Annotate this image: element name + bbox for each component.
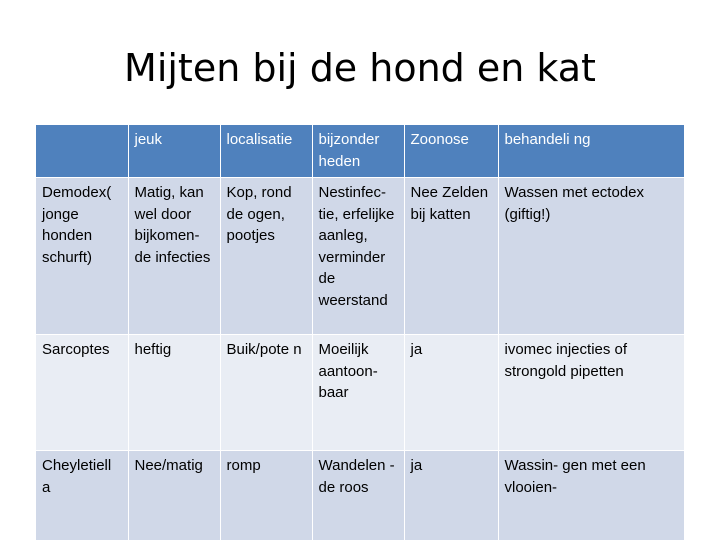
table-cell: Wassen met ectodex (giftig!): [498, 178, 684, 335]
table-cell: ja: [404, 335, 498, 451]
header-cell-empty: [36, 125, 128, 178]
table-cell: ja: [404, 451, 498, 540]
table-cell: Buik/pote n: [220, 335, 312, 451]
table-row: [36, 335, 684, 451]
table-cell: Cheyletiell a: [36, 451, 128, 540]
table-cell: Demodex( jonge honden schurft): [36, 178, 128, 335]
table-cell: heftig: [128, 335, 220, 451]
table-cell: Wassin- gen met een vlooien-: [498, 451, 684, 540]
table-row: [36, 178, 684, 335]
table-cell: Kop, rond de ogen, pootjes: [220, 178, 312, 335]
table-cell: Matig, kan wel door bijkomen- de infecties: [128, 178, 220, 335]
slide-title: Mijten bij de hond en kat: [124, 46, 596, 90]
table-cell: Nee/matig: [128, 451, 220, 540]
mites-table: [36, 125, 684, 540]
table-cell: Nee Zelden bij katten: [404, 178, 498, 335]
table-cell: romp: [220, 451, 312, 540]
table-cell: Wandelen -de roos: [312, 451, 404, 540]
header-cell-zoonose: Zoonose: [404, 125, 498, 178]
header-cell-bijzonderheden: bijzonder heden: [312, 125, 404, 178]
table-cell: Sarcoptes: [36, 335, 128, 451]
table-cell: Moeilijk aantoon- baar: [312, 335, 404, 451]
header-cell-behandeling: behandeli ng: [498, 125, 684, 178]
table-header-row: [36, 125, 684, 178]
table-cell: Nestinfec- tie, erfelijke aanleg, verminder de weerstand: [312, 178, 404, 335]
table-row: [36, 451, 684, 540]
header-cell-jeuk: jeuk: [128, 125, 220, 178]
header-cell-localisatie: localisatie: [220, 125, 312, 178]
table-cell: ivomec injecties of strongold pipetten: [498, 335, 684, 451]
